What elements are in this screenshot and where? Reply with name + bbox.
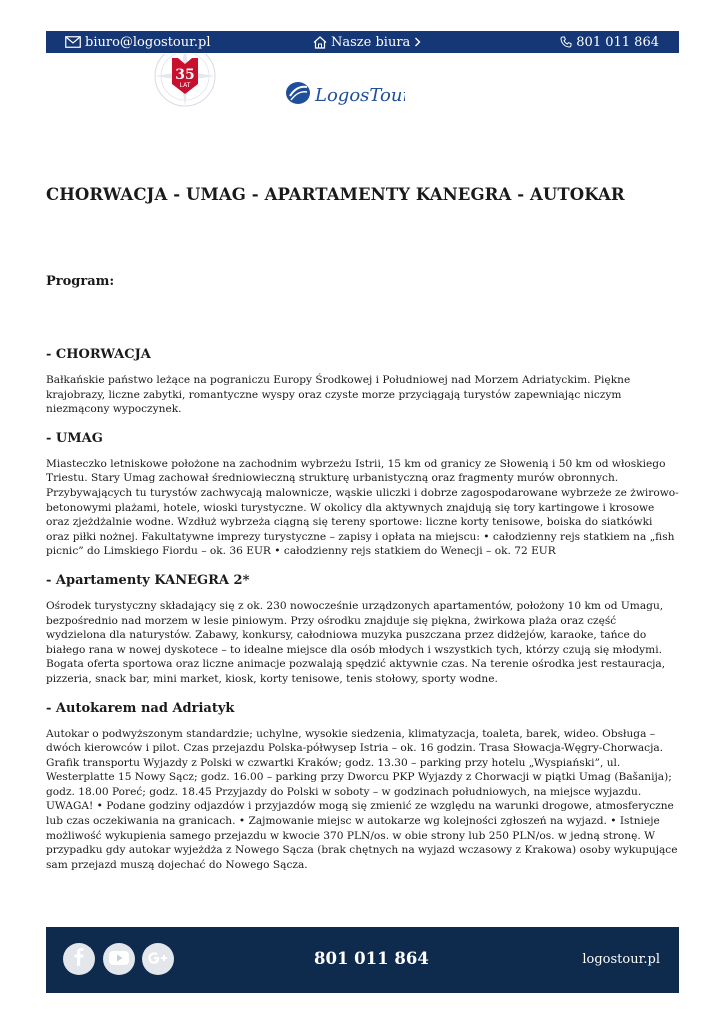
section-chorwacja [46, 347, 679, 417]
section-heading: - Apartamenty KANEGRA 2* [46, 572, 250, 588]
section-heading: - UMAG [46, 430, 103, 446]
footer-website-link[interactable]: logostour.pl [582, 952, 660, 967]
chevron-right-icon [414, 37, 421, 47]
section-autokar [46, 701, 679, 873]
offices-text: Nasze biura [331, 34, 411, 50]
youtube-icon [109, 950, 129, 969]
footer [46, 927, 679, 993]
top-contact-bar [46, 31, 679, 53]
section-text: Autokar o podwyższonym standardzie; uchylne, wysokie siedzenia, klimatyzacja, toaleta, barek, wideo. Obsługa – dwóch kierowców i pilot. Czas przejazdu Polska-półwysep Istria – ok. 16 godzin. Trasa Słowacja-Węgry-Chorwacja. Grafik transportu Wyjazdy z Polski w czwartki Kraków; godz. 13.30 – parking przy hotelu „Wyspiański”, ul. Westerplatte 15 Nowy Sącz; godz. 16.00 – parking przy Dworcu PKP Wyjazdy z Chorwacji w piątki Umag (Bašanija); godz. 18.00 Poreć; godz. 18.45 Przyjazdy do Polski w soboty – w godzinach południowych, na miejsce wyjazdu. UWAGA! • Podane godziny odjazdów i przyjazdów mogą się zmienić ze względu na warunki drogowe, atmosferyczne lub czas oczekiwania na granicach. • Zajmowanie miejsc w autokarze wg kolejności zgłoszeń na wyjazd. • Istnieje możliwość wykupienia samego przejazdu w kwocie 370 PLN/os. w obie strony lub 250 PLN/os. w jedną stronę. W przypadku gdy autokar wyjeżdża z Nowego Sącza (brak chętnych na wyjazd wczasowy z Krakowa) osoby wykupujące sam przejazd muszą dojechać do Nowego Sącza. [46, 727, 678, 871]
phone-text: 801 011 864 [576, 34, 659, 50]
phone-icon [560, 36, 572, 48]
offices-link[interactable] [313, 35, 421, 50]
section-heading: - CHORWACJA [46, 347, 151, 362]
footer-phone[interactable]: 801 011 864 [314, 949, 429, 968]
email-text: biuro@logostour.pl [85, 34, 211, 50]
section-heading: - Autokarem nad Adriatyk [46, 700, 235, 716]
google-plus-button[interactable] [142, 943, 174, 975]
section-text: Miasteczko letniskowe położone na zachodnim wybrzeżu Istrii, 15 km od granicy ze Słowenią i 50 km od włoskiego Triestu. Stary Umag zachował średniowieczną strukturę urbanistyczną oraz fragmenty murów obronnych. Przybywających tu turystów zachwycają malownicze, wąskie uliczki i dobrze zagospodarowane wybrzeże ze żwirowo-betonowymi plażami, hotele, wioski turystyczne. W okolicy dla aktywnych znajdują się tory kartingowe i krosowe oraz zjeżdżalnie wodne. Wzdłuż wybrzeża ciągną się tereny sportowe: liczne korty tenisowe, boiska do siatkówki oraz piłki nożnej. Fakultatywne imprezy turystyczne – zapisy i opłata na miejscu: • całodzienny rejs statkiem na „fish picnic” do Limskiego Fiordu – ok. 36 EUR • całodzienny rejs statkiem do Wenecji – ok. 72 EUR [46, 457, 679, 558]
section-apartamenty-kanegra [46, 573, 679, 687]
facebook-button[interactable] [63, 943, 95, 975]
section-text: Bałkańskie państwo leżące na pograniczu Europy Środkowej i Południowej nad Morzem Adriatyckim. Piękne krajobrazy, liczne zabytki, romantyczne wyspy oraz czyste morze przyciągają turystów zapewniając niczym niezmącony wypoczynek. [46, 374, 631, 416]
envelope-icon [65, 36, 81, 48]
logostour-brand-logo [285, 76, 405, 116]
email-link[interactable] [65, 35, 211, 50]
phone-link[interactable] [560, 35, 659, 50]
home-icon [313, 36, 327, 49]
svg-text:LogosTour: LogosTour [315, 85, 405, 106]
program-content [46, 347, 679, 886]
google-plus-icon [147, 950, 169, 969]
svg-text:LAT: LAT [179, 82, 191, 89]
page-title: CHORWACJA - UMAG - APARTAMENTY KANEGRA - AUTOKAR [46, 185, 625, 204]
section-umag [46, 431, 679, 559]
svg-text:35: 35 [175, 67, 195, 83]
youtube-button[interactable] [103, 943, 135, 975]
section-text: Ośrodek turystyczny składający się z ok. 230 nowocześnie urządzonych apartamentów, położony 10 km od Umagu, bezpośrednio nad morzem w lesie piniowym. Przy ośrodku znajduje się piękna, żwirkowa plaża oraz część wydzielona dla naturystów. Zabawy, konkursy, całodniowa muzyka puszczana przez didżejów, karaoke, tańce do białego rana w nowej dyskotece – to idealne miejsce dla osób młodych i wszystkich tych, którzy czują się młodymi. Bogata oferta sportowa oraz liczne animacje pozwalają spędzić aktywnie czas. Na terenie ośrodka jest restauracja, pizzeria, snack bar, mini market, kiosk, korty tenisowe, tenis stołowy, sporty wodne. [46, 599, 666, 685]
program-label: Program: [46, 274, 115, 289]
facebook-icon [73, 948, 85, 970]
35-years-badge-logo [146, 54, 224, 114]
